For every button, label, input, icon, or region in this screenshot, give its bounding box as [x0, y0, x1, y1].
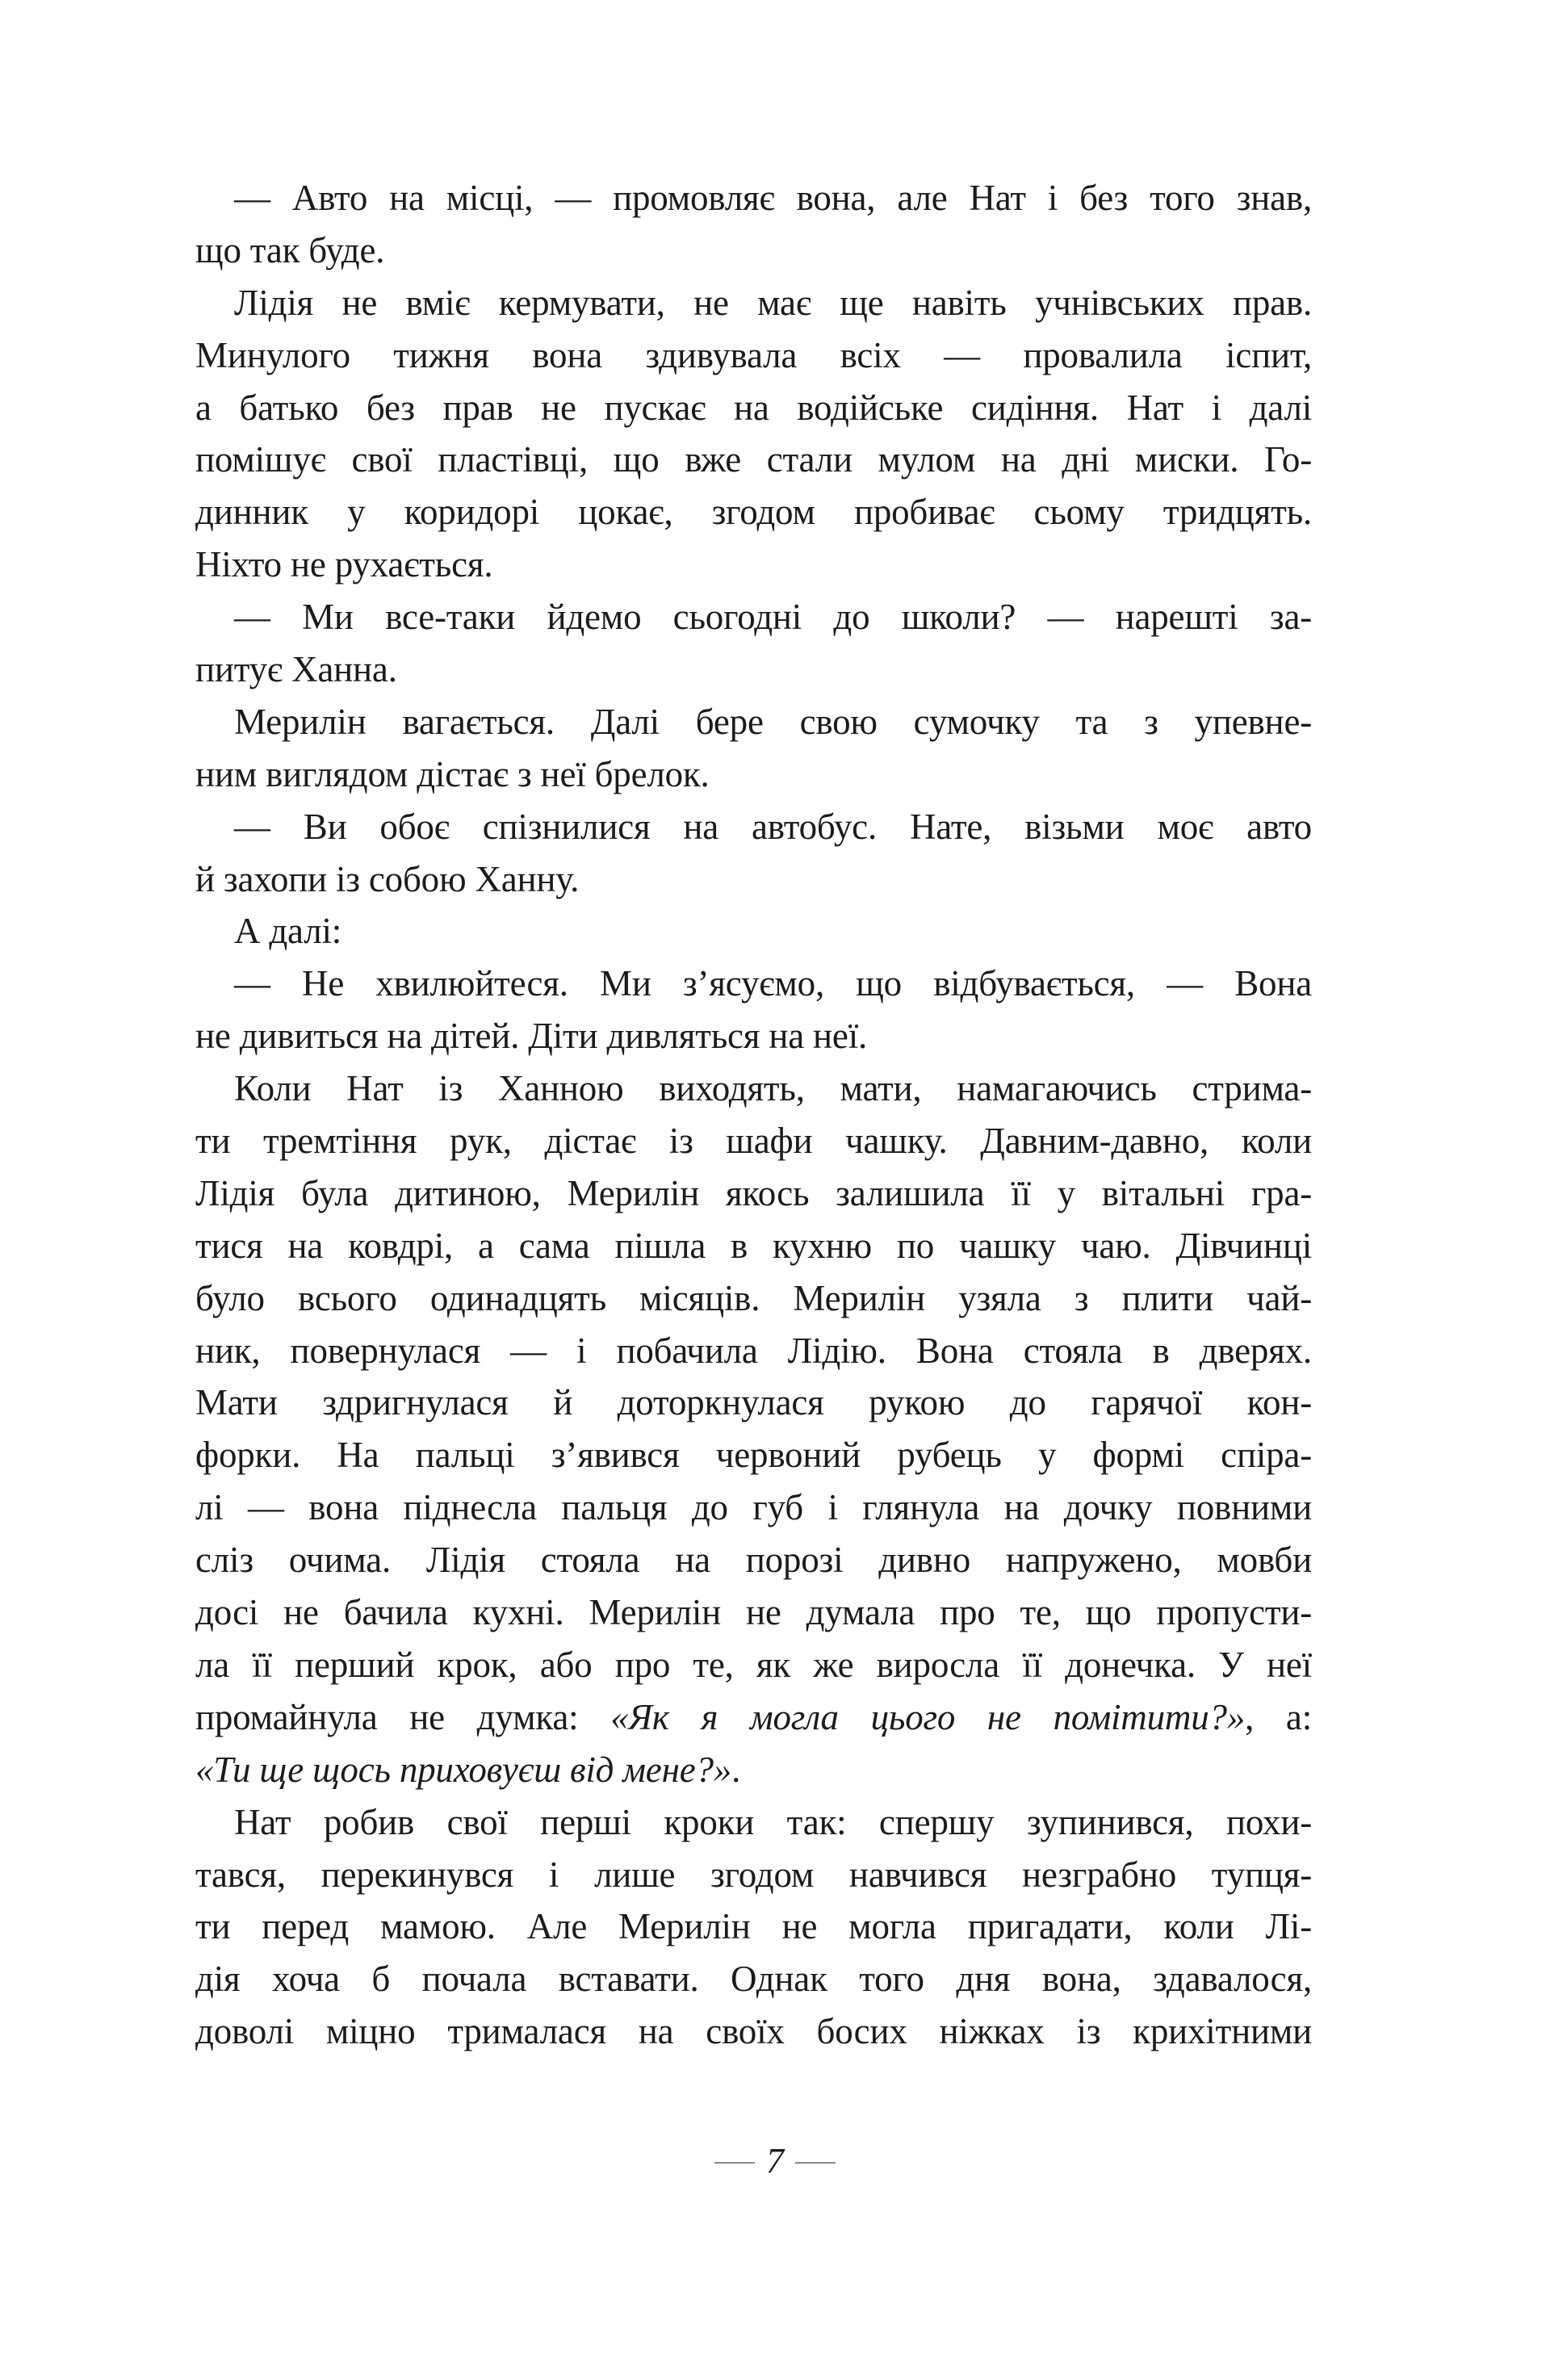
text-line: й захопи із собою Ханну. [195, 858, 580, 899]
text-line: Лідія була дитиною, Мерилін якось залишила її у вітальні гра- [195, 1172, 1312, 1213]
body-text [195, 172, 1312, 2058]
text-line: ти тремтіння рук, дістає із шафи чашку. Давним-давно, коли [195, 1121, 1312, 1162]
text-line: ник, повернулася — і побачила Лідію. Вона стояла в дверях. [195, 1330, 1312, 1371]
text-line: Мати здригнулася й доторкнулася рукою до гарячої кон- [195, 1382, 1312, 1423]
text-line: доволі міцно трималася на своїх босих ніжках із крихітними [195, 2011, 1312, 2052]
text-line: дія хоча б почала вставати. Однак того дня вона, здавалося, [195, 1959, 1312, 2000]
text-line: — Авто на місці, — промовляє вона, але Нат і без того знав, [234, 178, 1312, 218]
dash-ornament-right [795, 2162, 836, 2164]
text-line: ла її перший крок, або про те, як же виросла її донечка. У неї [195, 1644, 1312, 1685]
text-line: форки. На пальці з’явився червоний рубець у формі спіра- [195, 1435, 1312, 1476]
text-line: питує Ханна. [195, 649, 397, 690]
text-line: а батько без прав не пускає на водійське сидіння. Нат і далі [195, 387, 1312, 428]
text-fragment: , а: [1245, 1696, 1312, 1737]
text-line: ти перед мамою. Але Мерилін не могла пригадати, коли Лі- [195, 1906, 1312, 1947]
text-line: що так буде. [195, 229, 385, 270]
text-line: Нат робив свої перші кроки так: спершу зупинився, похи- [234, 1801, 1312, 1842]
text-line: Минулого тижня вона здивувала всіх — провалила іспит, [195, 334, 1312, 375]
text-line: — Не хвилюйтеся. Ми з’ясуємо, що відбувається, — Вона [234, 963, 1312, 1004]
text-line: не дивиться на дітей. Діти дивляться на неї. [195, 1016, 868, 1057]
text-line: сліз очима. Лідія стояла на порозі дивно напружено, мовби [195, 1540, 1312, 1581]
italic-quote: «Як я могла цього не помітити?» [610, 1696, 1246, 1737]
text-line: тися на ковдрі, а сама пішла в кухню по чашку чаю. Дівчинці [195, 1225, 1312, 1266]
text-line: досі не бачила кухні. Мерилін не думала про те, що пропусти- [195, 1592, 1312, 1633]
italic-quote: «Ти ще щось приховуєш від мене?» [195, 1749, 732, 1790]
text-line: ним виглядом дістає з неї брелок. [195, 753, 710, 794]
text-line: Коли Нат із Ханною виходять, мати, намагаючись стрима- [234, 1068, 1312, 1109]
text-line: динник у коридорі цокає, згодом пробиває сьому тридцять. [195, 492, 1312, 533]
text-line: лі — вона піднесла пальця до губ і глянула на дочку повними [195, 1487, 1312, 1528]
text-line-with-italic-quote [195, 1691, 1312, 1744]
text-line: Лідія не вміє кермувати, не має ще навіть учнівських прав. [234, 282, 1312, 323]
text-fragment: промайнула не думка: [195, 1696, 611, 1737]
text-line: було всього одинадцять місяців. Мерилін узяла з плити чай- [195, 1277, 1312, 1318]
text-line: тався, перекинувся і лише згодом навчився незграбно тупця- [195, 1854, 1312, 1895]
text-line: Ніхто не рухається. [195, 544, 493, 585]
page-number-value: 7 [766, 2141, 784, 2181]
text-line-with-italic-quote [195, 1744, 1312, 1796]
text-line: помішує свої пластівці, що вже стали мулом на дні миски. Го- [195, 439, 1312, 480]
text-fragment: . [731, 1749, 741, 1790]
text-line: — Ви обоє спізнилися на автобус. Нате, візьми моє авто [234, 806, 1312, 847]
page-number [0, 2141, 1550, 2181]
dash-ornament-left [714, 2162, 755, 2164]
text-line: А далі: [234, 911, 342, 952]
text-line: Мерилін вагається. Далі бере свою сумочку та з упевне- [234, 701, 1312, 742]
text-line: — Ми все-таки йдемо сьогодні до школи? — нарешті за- [234, 597, 1312, 638]
